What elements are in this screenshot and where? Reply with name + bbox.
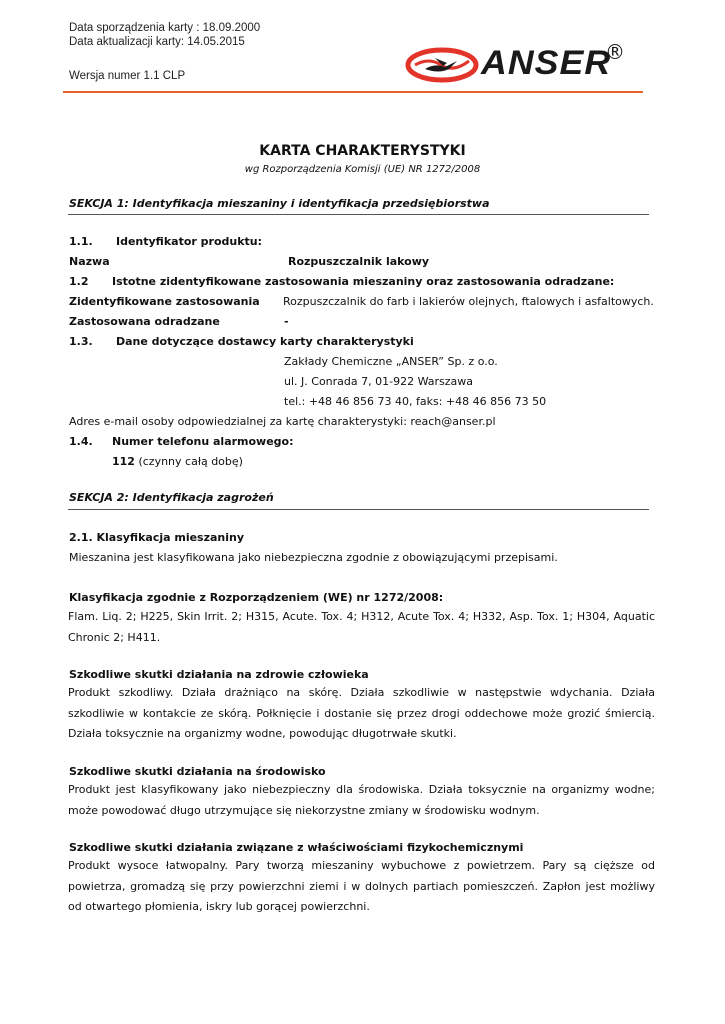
s21-title: 2.1. Klasyfikacja mieszaniny — [69, 531, 245, 544]
health-effects-title: Szkodliwe skutki działania na zdrowie człowieka — [69, 668, 369, 681]
header-divider — [63, 91, 643, 93]
section-1-rule — [68, 214, 649, 215]
physchem-effects-text: Produkt wysoce łatwopalny. Pary tworzą mieszaniny wybuchowe z powietrzem. Pary są cięższe od powietrza, gromadzą się przy powierzchni ziemi i w dolnych partiach pomieszczeń. Zapłon jest możliwy od otwartego płomienia, iskry lub gorącej powierzchni. — [68, 859, 655, 913]
supplier-company: Zakłady Chemiczne „ANSER” Sp. z o.o. — [284, 355, 498, 368]
advised-against-value: - — [284, 315, 289, 328]
s21-text: Mieszanina jest klasyfikowana jako niebezpieczna zgodnie z obowiązującymi przepisami. — [69, 551, 558, 564]
s13-title: Dane dotyczące dostawcy karty charakterystyki — [116, 335, 414, 348]
supplier-address: ul. J. Conrada 7, 01-922 Warszawa — [284, 375, 473, 388]
s11-number: 1.1. — [69, 235, 93, 248]
logo-emblem-icon — [405, 47, 479, 83]
logo-wordmark: ANSER — [481, 44, 612, 82]
s11-title: Identyfikator produktu: — [116, 235, 263, 248]
section-1-heading: SEKCJA 1: Identyfikacja mieszaniny i identyfikacja przedsiębiorstwa — [69, 197, 490, 210]
s14-number: 1.4. — [69, 435, 93, 448]
product-name: Rozpuszczalnik lakowy — [288, 255, 430, 268]
classification-text: Flam. Liq. 2; H225, Skin Irrit. 2; H315, Acute. Tox. 4; H312, Acute Tox. 4; H332, Asp. Tox. 1; H304, Aquatic Chronic 2; H411. — [68, 610, 655, 644]
physchem-effects-title: Szkodliwe skutki działania związane z właściwościami fizykochemicznymi — [69, 841, 524, 854]
health-effects-text: Produkt szkodliwy. Działa drażniąco na skórę. Działa szkodliwie w następstwie wdychania. Działa szkodliwie w kontakcie ze skórą. Połknięcie i dostanie się przez drogi oddechowe może grozić śmiercią. Działa toksycznie na organizmy wodne, powodując długotrwałe skutki. — [68, 686, 655, 740]
registered-mark: ® — [605, 40, 625, 64]
name-label: Nazwa — [69, 255, 110, 268]
section-2-heading: SEKCJA 2: Identyfikacja zagrożeń — [69, 491, 274, 504]
supplier-phone: tel.: +48 46 856 73 40, faks: +48 46 856 73 50 — [284, 395, 547, 408]
advised-against-label: Zastosowana odradzane — [69, 315, 220, 328]
page-subtitle: wg Rozporządzenia Komisji (UE) NR 1272/2008 — [244, 164, 481, 175]
creation-date: Data sporządzenia karty : 18.09.2000 — [69, 22, 261, 34]
s13-number: 1.3. — [69, 335, 93, 348]
s12-title: Istotne zidentyfikowane zastosowania mieszaniny oraz zastosowania odradzane: — [112, 275, 615, 288]
s14-title: Numer telefonu alarmowego: — [112, 435, 294, 448]
update-date: Data aktualizacji karty: 14.05.2015 — [69, 36, 245, 48]
emergency-phone — [112, 455, 243, 468]
uses-label: Zidentyfikowane zastosowania — [69, 295, 260, 308]
s12-number: 1.2 — [69, 275, 89, 288]
emergency-note: (czynny całą dobę) — [134, 455, 243, 468]
uses-value: Rozpuszczalnik do farb i lakierów olejnych, ftalowych i asfaltowych. — [283, 295, 654, 308]
environment-effects-title: Szkodliwe skutki działania na środowisko — [69, 765, 326, 778]
emergency-number: 112 — [112, 455, 135, 468]
classification-title: Klasyfikacja zgodnie z Rozporządzeniem (WE) nr 1272/2008: — [69, 591, 444, 604]
version-number: Wersja numer 1.1 CLP — [69, 70, 186, 82]
responsible-email: Adres e-mail osoby odpowiedzialnej za kartę charakterystyki: reach@anser.pl — [69, 415, 496, 428]
page-title: KARTA CHARAKTERYSTYKI — [259, 143, 466, 159]
anser-logo — [405, 40, 645, 86]
section-2-rule — [68, 509, 649, 510]
environment-effects-text: Produkt jest klasyfikowany jako niebezpieczny dla środowiska. Działa toksycznie na organizmy wodne; może powodować długo utrzymujące się niekorzystne zmiany w środowisku wodnym. — [68, 783, 655, 817]
